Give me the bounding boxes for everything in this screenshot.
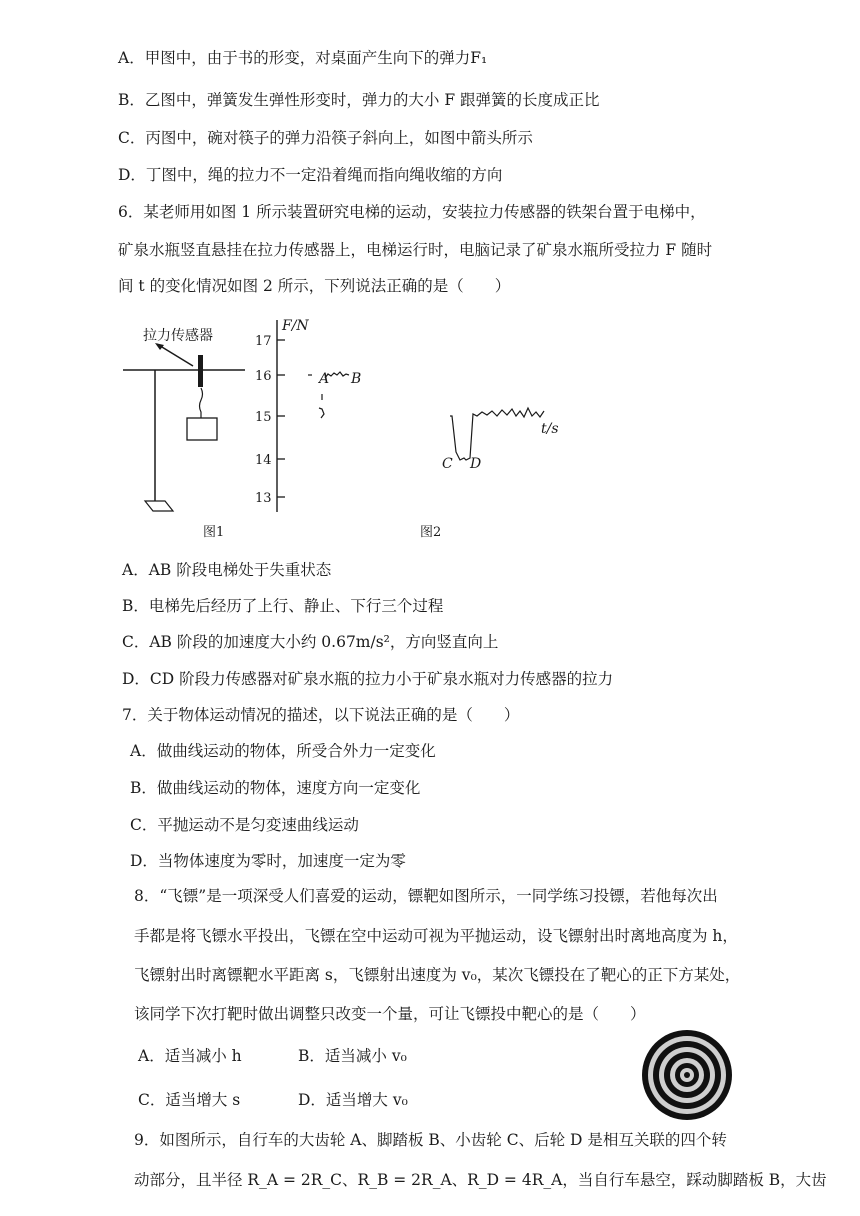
q6-stem-line-3: 间 t 的变化情况如图 2 所示，下列说法正确的是（ ） [118, 277, 511, 295]
q9-stem-line-1: 9．如图所示，自行车的大齿轮 A、脚踏板 B、小齿轮 C、后轮 D 是相互关联的四个转 [134, 1131, 727, 1149]
fig2-tick-13: 13 [255, 491, 272, 506]
fig2-tick-14: 14 [255, 453, 272, 468]
q8-stem-line-2: 手都是将飞镖水平投出，飞镖在空中运动可视为平抛运动，设飞镖射出时离地高度为 h， [134, 927, 738, 945]
q7-stem: 7．关于物体运动情况的描述，以下说法正确的是（ ） [122, 706, 520, 724]
dartboard-image [641, 1029, 733, 1121]
q5-option-a: A．甲图中，由于书的形变，对桌面产生向下的弹力F₁ [118, 49, 488, 67]
q5-option-c: C．丙图中，碗对筷子的弹力沿筷子斜向上，如图中箭头所示 [118, 129, 533, 147]
q5-option-d: D．丁图中，绳的拉力不一定沿着绳而指向绳收缩的方向 [118, 166, 503, 184]
q8-option-d: D．适当增大 v₀ [298, 1091, 408, 1109]
fig2-tick-15: 15 [255, 410, 272, 425]
q7-option-c: C．平抛运动不是匀変速曲线运动 [130, 816, 359, 834]
q6-option-a: A．AB 阶段电梯处于失重状态 [122, 561, 332, 579]
q6-stem-line-1: 6．某老师用如图 1 所示装置研究电梯的运动，安装拉力传感器的铁架台置于电梯中， [118, 203, 706, 221]
q7-option-a: A．做曲线运动的物体，所受合外力一定变化 [130, 742, 436, 760]
figure-2-force-time-graph [250, 312, 580, 542]
fig2-point-d: D [470, 456, 482, 472]
q6-option-d: D．CD 阶段力传感器对矿泉水瓶的拉力小于矿泉水瓶对力传感器的拉力 [122, 670, 614, 688]
q6-option-c: C．AB 阶段的加速度大小约 0.67m/s²，方向竖直向上 [122, 633, 499, 651]
fig2-tick-17: 17 [255, 334, 272, 349]
q6-option-b: B．电梯先后经历了上行、静止、下行三个过程 [122, 597, 444, 615]
q8-stem-line-1: 8．“飞镖”是一项深受人们喜爱的运动，镖靶如图所示，一同学练习投镖，若他每次出 [134, 887, 718, 905]
q5-option-b: B．乙图中，弹簧发生弹性形变时，弹力的大小 F 跟弹簧的长度成正比 [118, 91, 600, 109]
q8-stem-line-3: 飞镖射出时离镖靶水平距离 s，飞镖射出速度为 v₀，某次飞镖投在了靶心的正下方某处， [134, 966, 741, 984]
figure-1-apparatus [115, 318, 255, 548]
q7-option-b: B．做曲线运动的物体，速度方向一定变化 [130, 779, 421, 797]
fig1-caption: 图1 [203, 525, 225, 540]
fig2-y-label: F/N [282, 318, 309, 334]
fig2-curve [308, 372, 544, 460]
fig2-y-ticks [277, 340, 285, 497]
fig1-sensor-label: 拉力传感器 [143, 328, 213, 344]
q8-option-c: C．适当增大 s [138, 1091, 241, 1109]
fig2-point-b: B [351, 371, 362, 387]
q8-stem-line-4: 该同学下次打靶时做出调整只改变一个量，可让飞镖投中靶心的是（ ） [134, 1005, 646, 1023]
q7-option-d: D．当物体速度为零时，加速度一定为零 [130, 852, 406, 870]
fig2-x-label: t/s [541, 421, 559, 437]
q8-option-b: B．适当减小 v₀ [298, 1047, 407, 1065]
fig2-point-c: C [442, 456, 453, 472]
q9-stem-line-2: 动部分，且半径 R_A = 2R_C、R_B = 2R_A、R_D = 4R_A，当自行车悬空，踩动脚踏板 B，大齿 [134, 1171, 827, 1189]
fig2-point-a: A [319, 371, 330, 387]
fig2-caption: 图2 [420, 525, 442, 540]
q6-stem-line-2: 矿泉水瓶竖直悬挂在拉力传感器上，电梯运行时，电脑记录了矿泉水瓶所受拉力 F 随时 [118, 241, 713, 259]
q8-option-a: A．适当减小 h [138, 1047, 242, 1065]
fig2-tick-16: 16 [255, 369, 272, 384]
